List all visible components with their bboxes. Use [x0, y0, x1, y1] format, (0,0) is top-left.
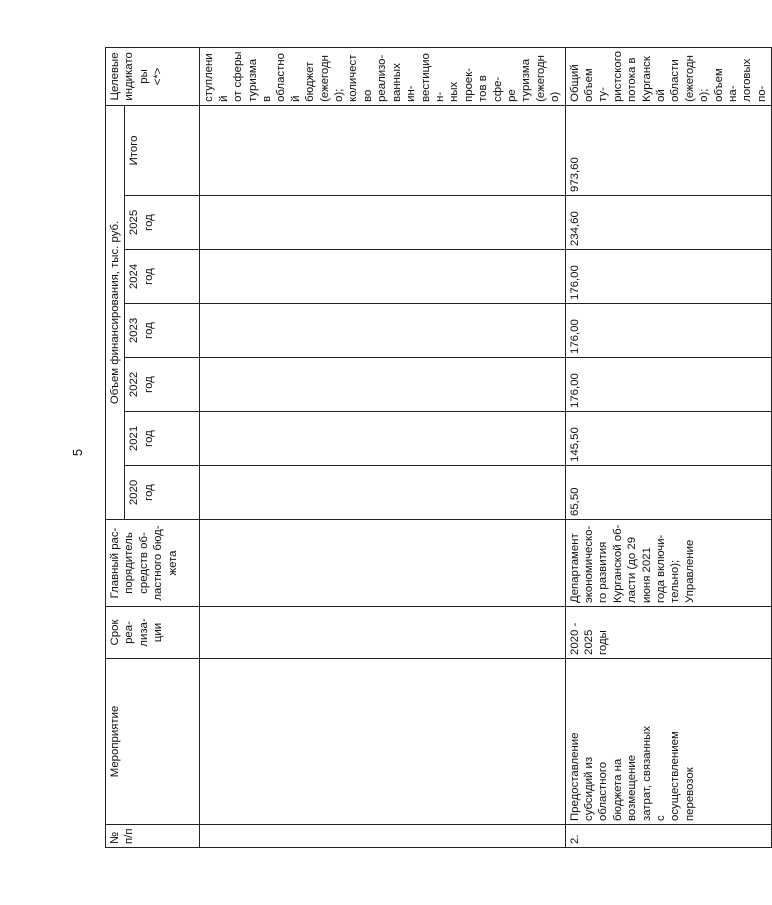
header-row-1: [106, 47, 125, 847]
header-manager: Главный рас- порядитель средств об- ластного бюд- жета: [106, 520, 200, 607]
row-indicators: ступлений от сферы туризма в областной бюджет (ежегодно); количество реализо- ванных ин- вестицион- ных проек- тов в сфе- ре туризма (ежегодно): [200, 47, 565, 105]
row-value-2023: 176,00: [565, 304, 772, 358]
row-value-2020: 65,50: [565, 466, 772, 520]
row-value-total: 973,60: [565, 105, 772, 195]
row-manager: [200, 520, 565, 607]
page-number: 5: [70, 448, 86, 457]
header-total: Итого: [125, 105, 200, 195]
row-term: [200, 607, 565, 659]
header-year-2020: 2020 год: [125, 466, 200, 520]
header-indicators: Целевые индикаторы <*>: [106, 47, 200, 105]
row-value-2020: [200, 466, 565, 520]
row-indicators: Общий объем ту- ристского потока в Курганской области (ежегодно); объем на- логовых по-: [565, 47, 772, 105]
table-row: [200, 47, 565, 847]
row-value-2025: 234,60: [565, 196, 772, 250]
row-value-2021: [200, 412, 565, 466]
row-term: 2020 - 2025 годы: [565, 607, 772, 659]
budget-table-rotated: [105, 48, 768, 848]
header-year-2021: 2021 год: [125, 412, 200, 466]
row-value-2022: [200, 358, 565, 412]
row-manager: Департамент экономическо- го развития Курганской об- ласти (до 29 июня 2021 года включи- тельно); Управление: [565, 520, 772, 607]
header-year-2025: 2025 год: [125, 196, 200, 250]
table-row: [565, 47, 772, 847]
header-year-2022: 2022 год: [125, 358, 200, 412]
row-value-2024: 176,00: [565, 250, 772, 304]
header-year-2023: 2023 год: [125, 304, 200, 358]
header-activity: Мероприятие: [106, 659, 200, 825]
row-num: [200, 825, 565, 848]
header-funding: Объем финансирования, тыс. руб.: [106, 105, 125, 519]
header-num: № п/п: [106, 825, 200, 848]
row-value-2025: [200, 196, 565, 250]
header-year-2024: 2024 год: [125, 250, 200, 304]
header-term: Срок реа- лиза- ции: [106, 607, 200, 659]
row-value-2024: [200, 250, 565, 304]
row-activity: Предоставление субсидий из областного бюджета на возмещение затрат, связанных с осуществлением перевозок: [565, 659, 772, 825]
row-num: 2.: [565, 825, 772, 848]
row-value-total: [200, 105, 565, 195]
row-value-2022: 176,00: [565, 358, 772, 412]
budget-table: [105, 47, 772, 848]
row-value-2021: 145,50: [565, 412, 772, 466]
row-value-2023: [200, 304, 565, 358]
row-activity: [200, 659, 565, 825]
